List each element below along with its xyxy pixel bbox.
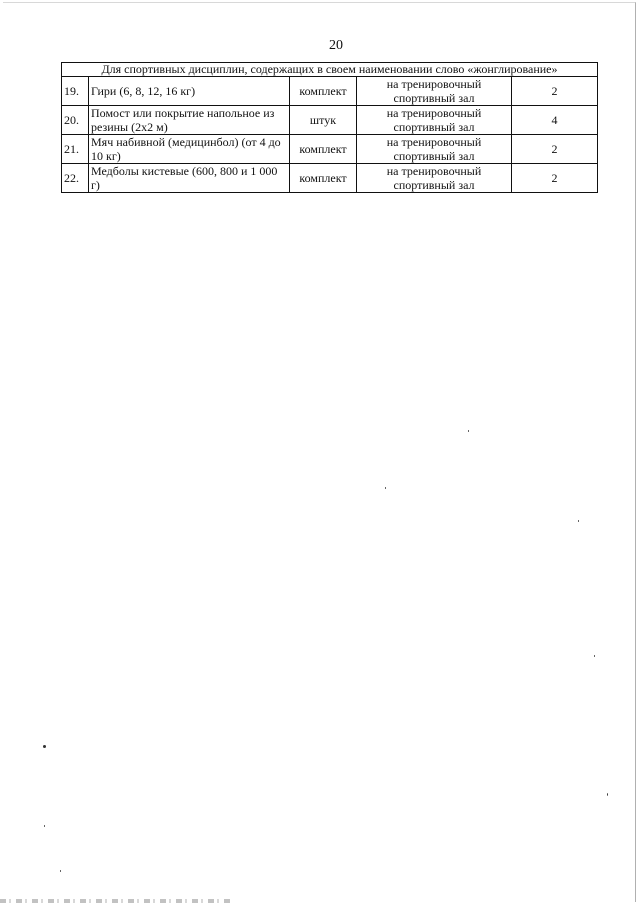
scan-speck [468,430,469,432]
table-row [62,164,598,193]
quantity: 2 [512,77,598,106]
quantity: 4 [512,106,598,135]
calculation-unit: на тренировочный спортивный зал [357,77,512,106]
table-row [62,77,598,106]
equipment-name: Медболы кистевые (600, 800 и 1 000 г) [89,164,290,193]
calculation-unit: на тренировочный спортивный зал [357,135,512,164]
calculation-unit: на тренировочный спортивный зал [357,106,512,135]
scan-speck [607,793,608,796]
row-number: 19. [62,77,89,106]
row-number: 22. [62,164,89,193]
scan-speck [44,825,45,827]
table-row [62,135,598,164]
equipment-name: Гири (6, 8, 12, 16 кг) [89,77,290,106]
scan-speck [578,520,579,522]
equipment-name: Помост или покрытие напольное из резины (2х2 м) [89,106,290,135]
scan-speck [385,487,386,489]
unit-of-measure: штук [290,106,357,135]
unit-of-measure: комплект [290,77,357,106]
calculation-unit: на тренировочный спортивный зал [357,164,512,193]
unit-of-measure: комплект [290,164,357,193]
section-header-row [62,63,598,77]
scan-edge-noise [0,899,230,903]
page-number: 20 [329,38,343,53]
unit-of-measure: комплект [290,135,357,164]
scan-speck [43,745,46,748]
scan-speck [60,870,61,872]
equipment-name: Мяч набивной (медицинбол) (от 4 до 10 кг) [89,135,290,164]
table-row [62,106,598,135]
equipment-table [61,62,598,193]
row-number: 20. [62,106,89,135]
row-number: 21. [62,135,89,164]
quantity: 2 [512,164,598,193]
quantity: 2 [512,135,598,164]
section-header: Для спортивных дисциплин, содержащих в своем наименовании слово «жонглирование» [62,63,598,77]
scan-speck [594,655,595,657]
